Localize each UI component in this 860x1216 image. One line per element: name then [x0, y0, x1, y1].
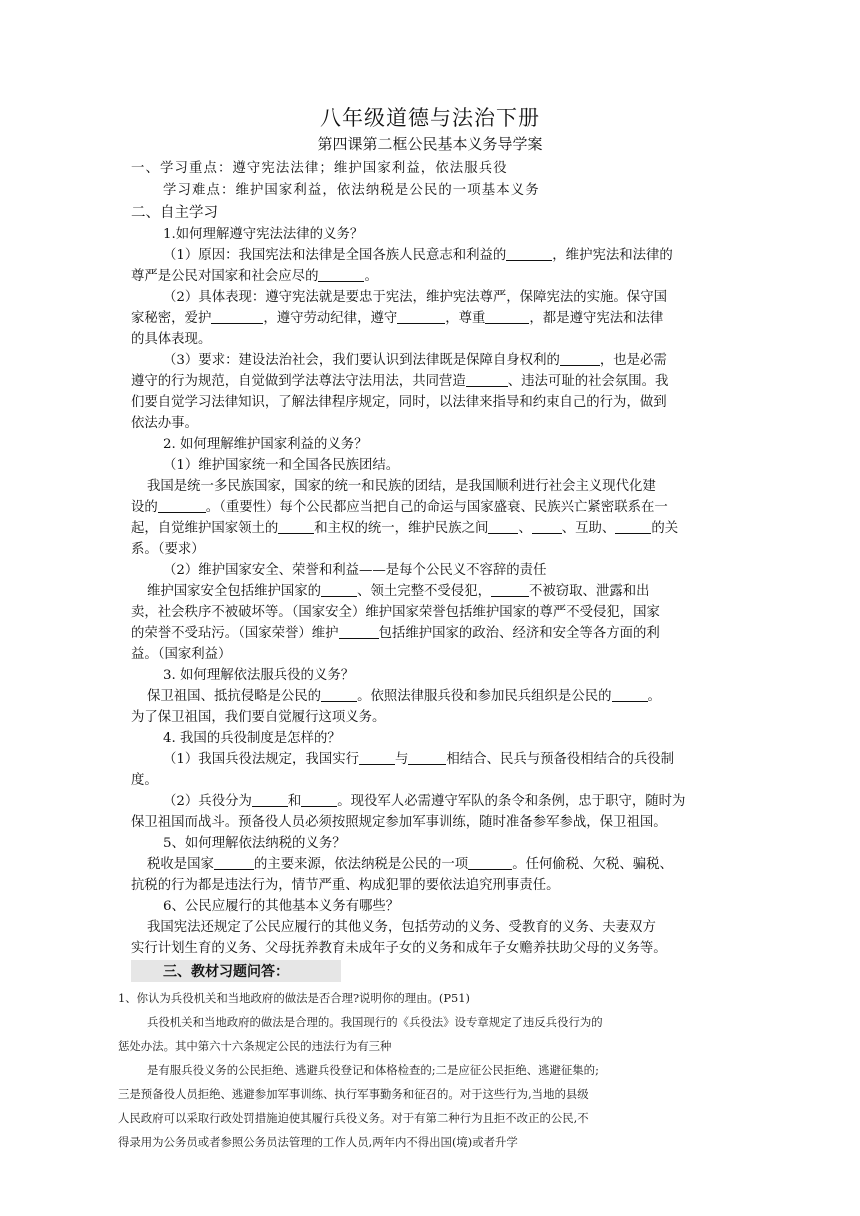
fill-blank[interactable] [560, 351, 600, 366]
fill-blank[interactable] [612, 687, 648, 702]
paragraph-line: 三是预备役人员拒绝、逃避参加军事训练、执行军事勤务和征召的。对于这些行为,当地的县级 [118, 1087, 589, 1101]
paragraph-line: 依法办事。 [131, 416, 198, 431]
fill-blank[interactable] [278, 519, 314, 534]
fill-blank[interactable] [301, 792, 337, 807]
fill-blank[interactable] [488, 519, 518, 534]
paragraph-line: 我国是统一多民族国家，国家的统一和民族的团结，是我国顺利进行社会主义现代化建 [147, 479, 656, 494]
section-heading-exercises: 三、教材习题问答： [163, 964, 289, 980]
paragraph-line: 保卫祖国、抵抗侵略是公民的 。依照法律服兵役和参加民兵组织是公民的 。 [147, 689, 661, 704]
fill-blank[interactable] [321, 687, 357, 702]
question-3-heading: 3. 如何理解依法服兵役的义务？ [163, 668, 355, 683]
paragraph-line: 为了保卫祖国，我们要自觉履行这项义务。 [131, 710, 386, 725]
paragraph-line: 尊严是公民对国家和社会应尽的 。 [131, 269, 378, 284]
fill-blank[interactable] [397, 309, 445, 324]
paragraph-line: （3）要求：建设法治社会，我们要认识到法律既是保障自身权利的 ，也是必需 [163, 353, 667, 368]
fill-blank[interactable] [485, 309, 529, 324]
paragraph-line: （1）我国兵役法规定，我国实行 与 相结合、民兵与预备役相结合的兵役制 [163, 752, 675, 767]
learning-focus: 一、学习重点：遵守宪法法律；维护国家利益，依法服兵役 [131, 161, 508, 176]
fill-blank[interactable] [211, 309, 263, 324]
paragraph-line: 的荣誉不受玷污。（国家荣誉）维护 包括维护国家的政治、经济和安全等各方面的利 [131, 626, 660, 641]
paragraph-line: 起，自觉维护国家领土的 和主权的统一，维护民族之间 、 、互助、 的关 [131, 521, 679, 536]
paragraph-line: 兵役机关和当地政府的做法是合理的。我国现行的《兵役法》设专章规定了违反兵役行为的 [147, 1015, 603, 1029]
fill-blank[interactable] [252, 792, 288, 807]
paragraph-line: （1）维护国家统一和全国各民族团结。 [163, 458, 400, 473]
learning-difficulty: 学习难点：维护国家利益，依法纳税是公民的一项基本义务 [163, 183, 540, 198]
page-title: 八年级道德与法治下册 [320, 106, 540, 130]
exercise-question-1: 1、你认为兵役机关和当地政府的做法是否合理?说明你的理由。(P51) [118, 991, 470, 1005]
paragraph-line: 得录用为公务员或者参照公务员法管理的工作人员,两年内不得出国(境)或者升学 [118, 1135, 518, 1149]
paragraph-line: 是有服兵役义务的公民拒绝、逃避兵役登记和体格检查的;二是应征公民拒绝、逃避征集的; [147, 1063, 599, 1077]
page-subtitle: 第四课第二框公民基本义务导学案 [317, 135, 543, 153]
fill-blank[interactable] [615, 519, 651, 534]
fill-blank[interactable] [158, 498, 206, 513]
fill-blank[interactable] [318, 267, 364, 282]
fill-blank[interactable] [491, 582, 529, 597]
paragraph-line: 实行计划生育的义务、父母抚养教育未成年子女的义务和成年子女赡养扶助父母的义务等。 [131, 938, 731, 959]
paragraph-line: 抗税的行为都是违法行为，情节严重、构成犯罪的要依法追究刑事责任。 [131, 878, 560, 893]
paragraph-line: 我国宪法还规定了公民应履行的其他义务，包括劳动的义务、受教育的义务、夫妻双方 [147, 917, 731, 938]
question-6-heading: 6、公民应履行的其他基本义务有哪些？ [163, 899, 400, 914]
fill-blank[interactable] [214, 855, 254, 870]
paragraph-line: 系。（要求） [131, 542, 205, 557]
question-5-heading: 5、如何理解依法纳税的义务？ [163, 836, 346, 851]
paragraph-line: （1）原因：我国宪法和法律是全国各族人民意志和利益的 ，维护宪法和法律的 [163, 248, 673, 263]
paragraph-line: 税收是国家 的主要来源，依法纳税是公民的一项 。任何偷税、欠税、骗税、 [147, 857, 673, 872]
fill-blank[interactable] [359, 750, 395, 765]
fill-blank[interactable] [468, 855, 512, 870]
paragraph-line: 保卫祖国而战斗。预备役人员必须按照规定参加军事训练，随时准备参军参战，保卫祖国。 [131, 815, 667, 830]
section-heading-self-study: 二、自主学习 [131, 205, 218, 221]
paragraph-line: 卖，社会秩序不被破坏等。（国家安全）维护国家荣誉包括维护国家的尊严不受侵犯，国家 [131, 605, 660, 620]
paragraph-line: 家秘密，爱护 ，遵守劳动纪律，遵守 ，尊重 ，都是遵守宪法和法律 [131, 311, 664, 326]
question-4-heading: 4. 我国的兵役制度是怎样的？ [163, 731, 341, 746]
paragraph-line: （2）维护国家安全、荣誉和利益——是每个公民义不容辞的责任 [163, 563, 547, 578]
paragraph-line: 度。 [131, 773, 158, 788]
paragraph-line: （2）兵役分为 和 。现役军人必需遵守军队的条令和条例，忠于职守，随时为 [163, 794, 686, 809]
fill-blank[interactable] [532, 519, 562, 534]
paragraph-line: 们要自觉学习法律知识，了解法律程序规定，同时，以法律来指导和约束自己的行为，做到 [131, 395, 667, 410]
question-2-heading: 2. 如何理解维护国家利益的义务？ [163, 437, 368, 452]
paragraph-line: （2）具体表现：遵守宪法就是要忠于宪法，维护宪法尊严，保障宪法的实施。保守国 [163, 290, 667, 305]
fill-blank[interactable] [466, 372, 508, 387]
paragraph-line: 益。（国家利益） [131, 647, 232, 662]
paragraph-line: 维护国家安全包括维护国家的 、领土完整不受侵犯， 不被窃取、泄露和出 [147, 584, 650, 599]
paragraph-line: 的具体表现。 [131, 332, 212, 347]
fill-blank[interactable] [408, 750, 446, 765]
paragraph-line: 人民政府可以采取行政处罚措施迫使其履行兵役义务。对于有第二种行为且拒不改正的公民,不 [118, 1111, 589, 1125]
fill-blank[interactable] [339, 624, 379, 639]
question-1-heading: 1.如何理解遵守宪法法律的义务？ [163, 227, 364, 242]
paragraph-line: 设的 。（重要性）每个公民都应当把自己的命运与国家盛衰、民族兴亡紧密联系在一 [131, 500, 668, 515]
paragraph-line: 惩处办法。其中第六十六条规定公民的违法行为有三种 [118, 1039, 392, 1053]
paragraph-line: 遵守的行为规范，自觉做到学法尊法守法用法，共同营造 、违法可耻的社会氛围。我 [131, 374, 669, 389]
fill-blank[interactable] [321, 582, 357, 597]
fill-blank[interactable] [506, 246, 552, 261]
